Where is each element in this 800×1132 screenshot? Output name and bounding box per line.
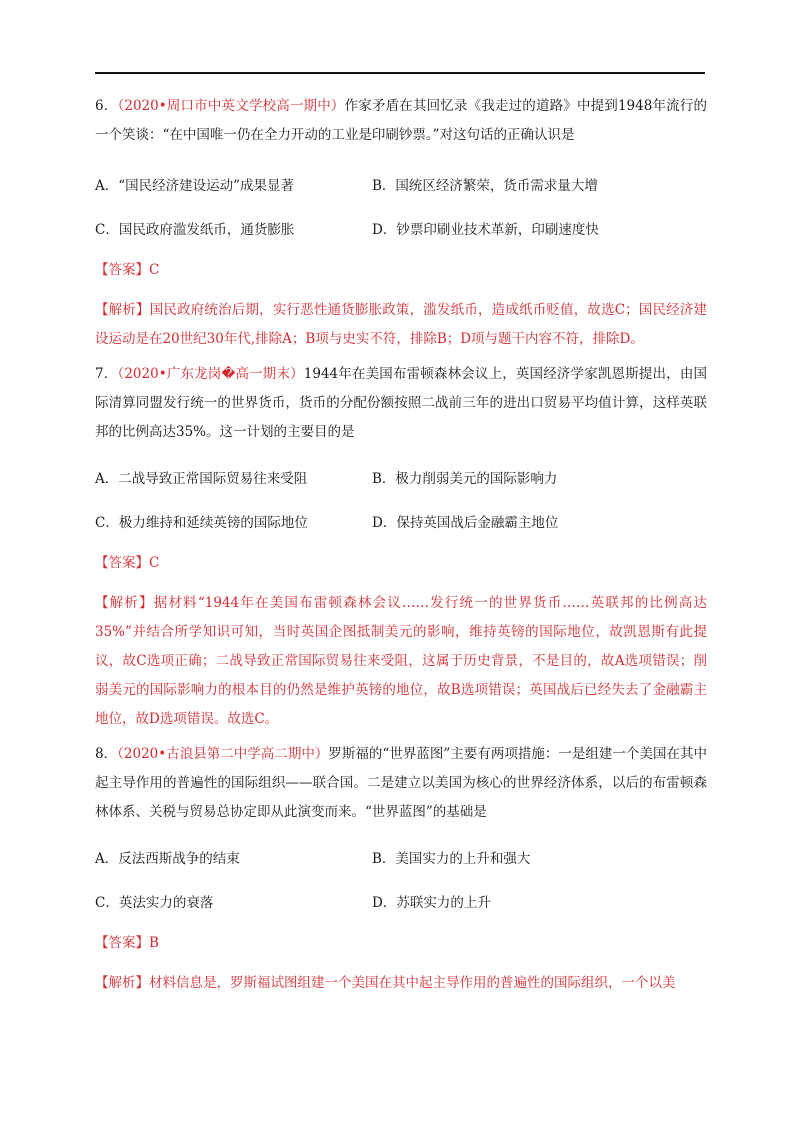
question-text: 1944年在美国布雷顿森林会议上，英国经济学家凯恩斯提出，由国际清算同盟发行统一的世界货币，货币的分配份额按照二战前三年的进出口贸易平均值计算，这样英联邦的比例高达35%。这一计划的主要目的是 xyxy=(95,366,707,440)
document-body xyxy=(95,92,707,1004)
option-b: B．美国实力的上升和强大 xyxy=(372,851,531,867)
option-c: C．英法实力的衰落 xyxy=(95,895,214,911)
question-6 xyxy=(95,92,707,354)
option-c: C．国民政府滥发纸币，通货膨胀 xyxy=(95,222,295,238)
question-source: （2020•古浪县第二中学高二期中） xyxy=(117,746,329,762)
question-stem xyxy=(95,92,707,150)
analysis-text: 【解析】材料信息是，罗斯福试图组建一个美国在其中起主导作用的普遍性的国际组织，一个以美 xyxy=(95,975,676,991)
options-row xyxy=(95,206,707,250)
header-rule xyxy=(95,72,705,74)
question-number: 7． xyxy=(95,366,118,382)
question-8 xyxy=(95,740,707,998)
answer-label: 【答案】B xyxy=(95,935,159,951)
question-stem xyxy=(95,360,707,447)
question-source: （2020•周口市中英文学校高一期中） xyxy=(117,98,345,114)
option-c: C．极力维持和延续英镑的国际地位 xyxy=(95,515,308,531)
answer-label: 【答案】C xyxy=(95,262,160,278)
question-7 xyxy=(95,360,707,734)
options-row xyxy=(95,499,707,543)
option-a: A．反法西斯战争的结束 xyxy=(95,851,240,867)
question-stem xyxy=(95,740,707,827)
question-number: 8． xyxy=(95,746,118,762)
option-d: D．钞票印刷业技术革新，印刷速度快 xyxy=(372,222,599,238)
analysis-text: 【解析】据材料“1944年在美国布雷顿森林会议……发行统一的世界货币……英联邦的比例高达35%”并结合所学知识可知，当时英国企图抵制美元的影响，维持英镑的国际地位，故凯恩斯有此提议，故C选项正确；二战导致正常国际贸易往来受阻，这属于历史背景，不是目的，故A选项错误；削弱美元的国际影响力的根本目的仍然是维护英镑的地位，故B选项错误；英国战后已经失去了金融霸主地位，故D选项错误。故选C。 xyxy=(95,595,707,727)
option-b: B．国统区经济繁荣，货币需求量大增 xyxy=(372,178,598,194)
options-row xyxy=(95,162,707,206)
analysis-text: 【解析】国民政府统治后期，实行恶性通货膨胀政策，滥发纸币，造成纸币贬值，故选C；国民经济建设运动是在20世纪30年代,排除A；B项与史实不符，排除B；D项与题干内容不符，排除D。 xyxy=(95,302,707,347)
question-number: 6． xyxy=(95,98,118,114)
question-text: 罗斯福的“世界蓝图”主要有两项措施：一是组建一个美国在其中起主导作用的普遍性的国际组织——联合国。二是建立以美国为核心的世界经济体系，以后的布雷顿森林体系、关税与贸易总协定即从此演变而来。“世界蓝图”的基础是 xyxy=(95,746,707,820)
option-b: B．极力削弱美元的国际影响力 xyxy=(372,471,558,487)
option-d: D．保持英国战后金融霸主地位 xyxy=(372,515,559,531)
options-row xyxy=(95,879,707,923)
answer-label: 【答案】C xyxy=(95,555,160,571)
option-a: A．二战导致正常国际贸易往来受阻 xyxy=(95,471,308,487)
question-text: 作家矛盾在其回忆录《我走过的道路》中提到1948年流行的一个笑谈：“在中国唯一仍在全力开动的工业是印刷钞票。”对这句话的正确认识是 xyxy=(95,98,707,143)
question-source: （2020•广东龙岗�高一期末） xyxy=(117,366,304,382)
option-d: D．苏联实力的上升 xyxy=(372,895,491,911)
option-a: A．“国民经济建设运动”成果显著 xyxy=(95,178,295,194)
options-row xyxy=(95,835,707,879)
options-row xyxy=(95,455,707,499)
